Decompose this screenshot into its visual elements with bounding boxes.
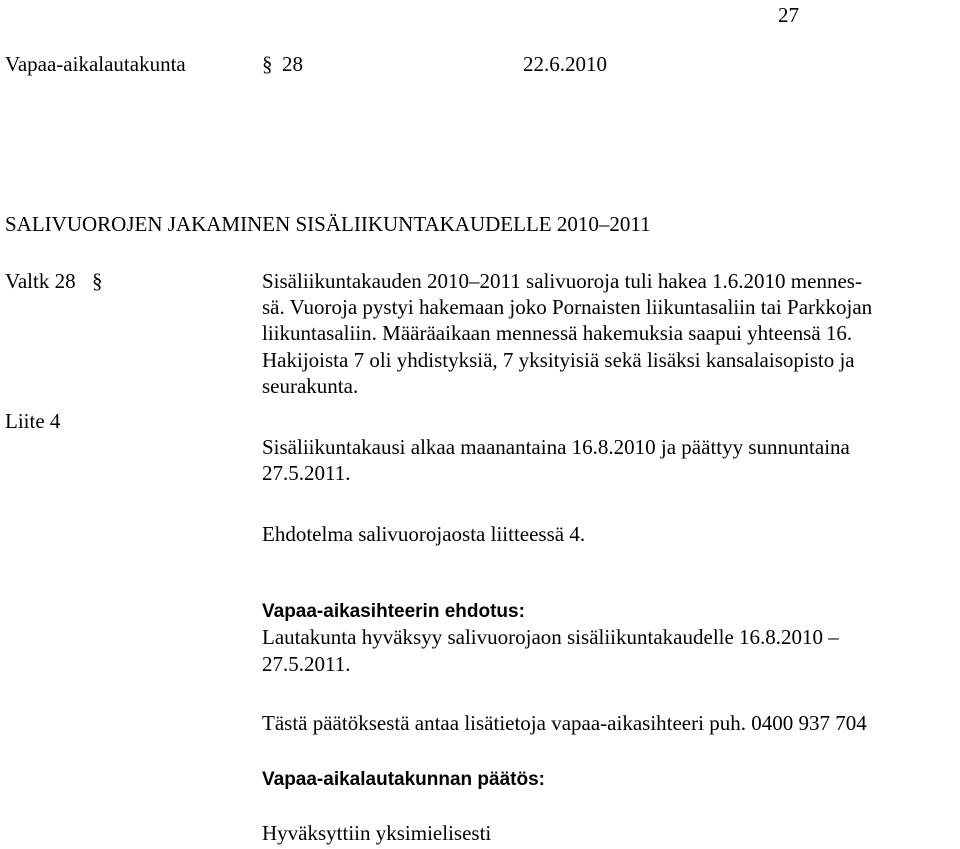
proposal-heading: Vapaa-aikasihteerin ehdotus: bbox=[262, 601, 525, 622]
paragraph1-line3: liikuntasaliin. Määräaikaan mennessä hakemuksia saapui yhteensä 16. bbox=[262, 321, 853, 345]
committee-name: Vapaa-aikalautakunta bbox=[5, 52, 186, 76]
document-heading: SALIVUOROJEN JAKAMINEN SISÄLIIKUNTAKAUDELLE 2010–2011 bbox=[5, 212, 651, 236]
decision-heading: Vapaa-aikalautakunnan päätös: bbox=[262, 769, 545, 790]
paragraph1-line5: seurakunta. bbox=[262, 374, 359, 398]
page-number: 27 bbox=[778, 3, 799, 27]
section-symbol: § bbox=[262, 52, 273, 76]
paragraph1-line4: Hakijoista 7 oli yhdistyksiä, 7 yksityisiä sekä lisäksi kansalaisopisto ja bbox=[262, 348, 855, 372]
paragraph2-line1: Sisäliikuntakausi alkaa maanantaina 16.8.2010 ja päättyy sunnuntaina bbox=[262, 435, 850, 459]
liite-label: Liite 4 bbox=[5, 409, 61, 433]
attachment-note: Ehdotelma salivuorojaosta liitteessä 4. bbox=[262, 522, 586, 546]
meeting-date: 22.6.2010 bbox=[523, 52, 607, 76]
valtk-section-symbol: § bbox=[92, 269, 103, 293]
paragraph2-line2: 27.5.2011. bbox=[262, 461, 351, 485]
section-number: 28 bbox=[282, 52, 303, 76]
decision-text: Hyväksyttiin yksimielisesti bbox=[262, 821, 492, 845]
paragraph1-line1: Sisäliikuntakauden 2010–2011 salivuoroja tuli hakea 1.6.2010 mennes- bbox=[262, 269, 862, 293]
contact-info: Tästä päätöksestä antaa lisätietoja vapaa-aikasihteeri puh. 0400 937 704 bbox=[262, 711, 867, 735]
proposal-line2: 27.5.2011. bbox=[262, 652, 351, 676]
valtk-label: Valtk 28 bbox=[5, 269, 76, 293]
proposal-line1: Lautakunta hyväksyy salivuorojaon sisäliikuntakaudelle 16.8.2010 – bbox=[262, 625, 839, 649]
paragraph1-line2: sä. Vuoroja pystyi hakemaan joko Pornaisten liikuntasaliin tai Parkkojan bbox=[262, 295, 873, 319]
